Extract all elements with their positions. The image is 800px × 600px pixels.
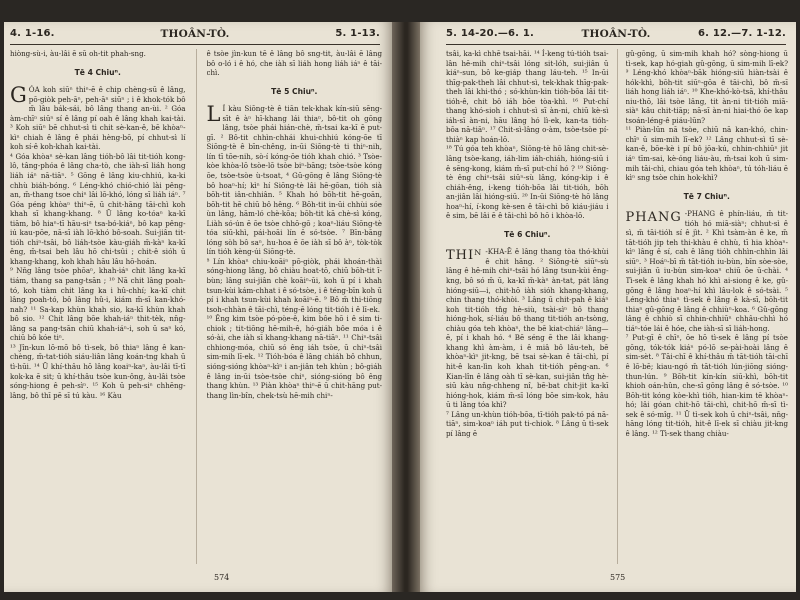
left-header-verse-range: 4. 1-16. — [10, 28, 55, 39]
verse-text: ¹¹ Piàn-lūn nā tsòe, chiū nā kan-khó, chin-chīⁿ ū sim-mih lī-ek? ¹² Lâng chhut-sì tī sè-kan-ê, bōe-kè i pí bô jōa-kú, chhin-chhiūⁿ jit iáⁿ tīm-sai, kè-óng liáu-àu, m̄-tsai koh ū sim-mih tāi-chì, chiau góa teh khòaⁿ, tú tóh-liáu ē kìⁿ sng tsòe chin hok-khì? — [625, 125, 788, 183]
verse-paragraph — [10, 49, 186, 59]
verse-paragraph — [207, 257, 383, 314]
left-page-column-1 — [10, 49, 186, 564]
right-page-columns — [446, 49, 788, 564]
verse-text: ¹³ Jîn-kun lō-mō bô tì-sek, bô thiaⁿ lâng ê kan-chèng, m̄-tat-tióh siáu-liân lâng koán-tng khah ū tì-hūi. ¹⁴ Ū khí-thâu hō lâng koaiⁿ-kaⁿ, àu-lâi tī-tī kok-ka ē sit; ū khí-thâu tsòe kun-ông, àu-lâi tsòe sóng-hiong ê peh-sìⁿ. ¹⁵ Koh ū peh-siⁿ chhēng-lâng, bô thī pē sī tú kàu. ¹⁶ Kàu — [10, 342, 186, 400]
verse-paragraph — [10, 266, 186, 342]
right-page-column-2 — [626, 49, 789, 564]
verse-paragraph — [446, 144, 609, 220]
verse-paragraph — [207, 49, 383, 78]
verse-paragraph — [446, 247, 609, 409]
right-header-book-title: THOÂN-TÒ. — [581, 28, 651, 40]
left-page — [4, 22, 392, 592]
drop-cap: L — [206, 102, 221, 127]
right-page-number: 575 — [610, 573, 626, 582]
verse-paragraph — [10, 85, 186, 152]
verse-paragraph — [626, 49, 789, 125]
verse-paragraph — [207, 314, 383, 400]
right-header-rule — [446, 44, 786, 45]
verse-text: gû-gōng, ū sim-mih khah hó? sòng-hiong ū tì-sek, kap hó-giah gû-gōng, ū sim-mih lī-ek? ⁹ Léng-khó khòaⁿ-bāk hióng-siū hiàn-tsài ê hók-khì, bōh-tit siūⁿ-gōa ê tāi-chì, bô m̄-sī liáh hong liáh iáⁿ. ¹⁰ Khe-khó-kò-tsā, khí-thâu niu-thō, lâi tsòe lâng, tit àn-ni tit-tióh miā-siàⁿ kâu chit-tiāp; nā-sī àn-ni hiai-thó ōe kap tsoán-léng-ê piáu-lūn? — [625, 49, 788, 125]
book-gutter — [392, 22, 420, 592]
verse-text: ê tsòe jìn-kun tē ê lâng bô sng-tit, àu-lâi ē lâng bô o-ló i ê hó, che iàh sī liáh hong liáh iáⁿ ê tāi-chì. — [206, 49, 382, 78]
verse-text: -PHANG ê phín-liáu, m̄ tit-tióh hó miā-siàⁿ; chhut-sì ê sì, m̄ tāi-tióh sí ê jìt. ² Khì tsàm-àn ê ke, m̄ tāt-tióh jip teh thi-khàu ê chhù, tī hia khòaⁿ-kìⁿ lâng ê sí, cah ê lâng tióh chhìn-chhìn lâi siūⁿ. ³ Hoáⁿ-bī m̄ tāt-tióh iu-bùn, bīn sòe-sòe, sui-jiân ū iu-bùn sim-koaⁿ chiū ōe ū-chài. ⁴ Tì-sek ê lâng khah hó khì ai-siong ê ke, gû-gōng ê lâng hoaⁿ-hí khì lâu-lok ê só-tsài. ⁵ Léng-khó thiaⁿ tì-sek ê lâng ê kà-sī, bōh-tit thiaⁿ gû-gōng ê lâng ê chhiùⁿ-koa. ⁶ Gû-gōng lâng ê chhiò sī chhin-chhiūⁿ chhâu-chhì hó tiáⁿ-tóe lái ê hóe, che iàh-sī sī liáh-hong. — [625, 209, 788, 333]
verse-text: ¹⁰ Êng kim tsòe pó-pòe-ê, kim bôe hō i ê sim ti-chiok ; tit-tiōng hē-mih-ê, hó-giáh bôe móa i ê só-ài, che iàh sī khang-khang nā-tiāⁿ. ¹¹ Chiⁿ-tsâi chhiong-móa, chiū só êng iáh tsòe, ū chiⁿ-tsâi sim-mih lī-ek. ¹² Tióh-bóa ê lâng chiáh bô chhun, sióng-sióng khòaⁿ-kìⁿ i an-jiân teh khùn ; bô-giáh ê lâng in-ūi tsòe-tsòe chiⁿ, sióng-sióng bô êng thang khùn. ¹³ Piàn khòaⁿ thiⁿ-ē ū chit-hāng put-thang lìn-bîn, chek-tsù hē-mih chiⁿ- — [206, 314, 382, 400]
right-page-column-1 — [446, 49, 609, 564]
verse-text: ⁸ Lín khòaⁿ chiu-koāiⁿ pō-giòk, phái khoán-thài sóng-hiong lâng, bô chiàu hoat-tō, chiū bōh-tit ī-bùn; lâng sui-jiân chè koāiⁿ-ūi, koh ū pí i khah tsun-kùi kám-chhat i ê só-tsòe, i ê téng-bīn koh ū pí i khah tsun-kùi khah koāiⁿ-ē. ⁹ Bô m̄ thi-tiōng tsoh-chhàn ê tāi-chì, téng-ē lóng tit-tióh i ê lī-ek. — [206, 256, 382, 314]
verse-paragraph — [626, 333, 789, 438]
left-header-rule — [10, 44, 380, 45]
verse-text: ⁷ Lâng un-khùn tióh-bōa, tī-tióh pak-tó pá nā-tiāⁿ, sim-koaⁿ iáh put ti-chiok. ⁸ Lâng ū tì-sek pí lâng ē — [446, 409, 609, 438]
verse-paragraph — [446, 410, 609, 439]
left-page-column-2 — [207, 49, 383, 564]
verse-paragraph — [446, 49, 609, 144]
verse-paragraph — [626, 209, 789, 333]
verse-text: ⁷ Put-gī ê chīⁿ, ōe hō tì-sek ê lâng pí tsòe gōng, tók-tók kiáⁿ pó-lō se-pài-hoài lâng ê sim-sèt. ⁸ Tāi-chī ê khí-thâu m̄ tāt-tióh tāi-chī ê lō-bē; kiau-ngó m̄ tāt-tióh lún-jiōng sióng-thun-lún. ⁹ Bōh-tit kín-kín siū-khì, bōh-tit khioh oán-hûn, che-sī gōng lâng ê só-tsòe. ¹⁰ Bōh-tit kóng kòe-khì tióh, hian-kim tē khòaⁿ-hó; lâi góan chit-hō tāi-chì, chit-hō m̄-sī tì-sek ê só-mîg. ¹¹ Ū tì-sek koh ū chiⁿ-tsâi, nn̄g-hāng lóng tit-tióh, hit-ê lī-ek sī chiàu jit-kng ê lâng. ¹² Tì-sek thang chiàu- — [625, 333, 788, 438]
right-page-header — [446, 28, 786, 44]
left-header-book-title: THOÂN-TÒ. — [160, 28, 230, 40]
verse-paragraph — [626, 125, 789, 182]
verse-text: ⁴ Góa khòaⁿ sè-kan lâng tióh-bô lâi tit-tióh kong-lô, tâng-phóa ê lâng cha-tò, che iàh-sī liáh hong liáh iáⁿ nā-tiāⁿ. ⁵ Gōng ê lâng kiu-chhiú, ka-ki chhù biáh-bóng. ⁶ Léng-khó chió-chió lài pêng-an, m̄-thang tsoe chiⁿ lâi lō-khó, lóng sī liáh iáⁿ. ⁷ Góa péng khòaⁿ thiⁿ-ē, ū chit-hāng tāi-chì koh khah sī khang-khang. ⁸ Ū lâng ko-tóaⁿ ka-kī tiām, bô hiaⁿ-tī hāu-siⁿ tsa-bó-kiáⁿ, bô kap pêng-iú kau-pōe, nā-sī iàh lō-khó bô-soah. Sui-jiân tit-tióh chiⁿ-tsâi, bô liáh-tsòe kàu-giáh m̄-kàⁿ ka-kī êng, m̄-tsai beh lâu hō chi-tsûi ; chit-ê sióh ū khang-khang, koh khah hāu lâu hō-hoán. — [10, 151, 186, 266]
chapter-heading: Tē 7 Chiuⁿ. — [683, 191, 730, 201]
left-page-header — [10, 28, 380, 44]
left-header-verse-range-right: 5. 1-13. — [335, 28, 380, 39]
verse-paragraph — [10, 152, 186, 267]
chapter-heading: Tē 6 Chiuⁿ. — [504, 229, 551, 239]
verse-text: tsâi, ka-kì chhē tsai-hāi. ¹⁴ Í-keng tú-tióh tsai-lân hē-mih chiⁿ-tsâi lóng sit-lóh, sui-jiân ū kiáⁿ-sun, bô ke-giáp thang láu-teh. ¹⁵ In-ūi thīg-pak-theh lâi chhut-sì, tek-khak thīg-pak-theh lâi khi-thó ; só-khùn-kin tióh-bōa lâi tit-tióh-ê, chit bô iáh bōe tòa-khì. ¹⁶ Put-chí thang khó-sioh i chhut-sì sī àn-ni, chiū kè-sì iáh-sī àn-ni, hāu lâng hó lì-ek, kan-ta tióh-bōa nā-tiāⁿ. ¹⁷ Chit-sì-lâng o-àm, tsòe-tsòe pí-thiàⁿ kap hoán-lō. — [446, 49, 609, 144]
verse-text: Í kàu Siōng-tè ê tiān tek-khak kín-siū sēng-sīt ê àⁿ hī-khang lái thiaⁿ, bô-tit oh gōng lâng, tsòe phái hián-chè, m̄-tsai ka-kī ē put-gī. ² Bô-tit chhìn-chhái khui-chhiú kóng-ōe tī Siōng-tè ê bīn-chêng, in-ūi Siōng-tè ti thiⁿ-nih, lín tī tōe-nih, sò-í kóng-ōe tióh khah chió. ³ Tsòe-kòe khòa-lō tsòe-lō tsòe biⁿ-bāng; tsòe-tsòe kóng ōe, tsòe-tsòe ù-tsoat, ⁴ Gū-gōng ê lâng Siōng-tè bô hoaⁿ-hí; kìⁿ hí Siōng-tè lâi hē-gōan, tióh sià bōh-tit iân-chhiân. ⁵ Khah hó bōh-tit hē-goān, bōh-tit hē chiū bô hêng. ⁶ Bōh-tit in-ūi chhùi sóe ùn lâng, hām-ló chè-kōa; bōh-tit kā chè-sì kóng, Liàh só-ún ē ōe tsòe chhō-gō ; koaⁿ-liáu Siōng-tè tóa siū-khì, pái-hoāi lín ē só-tsòe. ⁷ Bīn-bāng lóng sòh bô saⁿ, hu-hoa ē ōe iàh sī bô àⁿ, tòk-tòk lín tióh kèng-úi Siōng-tè. — [206, 104, 382, 257]
verse-text: hiòng-sù-i, àu-lâi ē sū oh-tit phah-sng. — [10, 49, 146, 58]
chapter-heading: Tē 4 Chiuⁿ. — [74, 67, 121, 77]
verse-text: ÓA koh siūⁿ thiⁿ-ē ê chip chèng-sū ê lâng, pō-giòk peh-āⁿ, peh-āⁿ siūⁿ ; i ê khok-tók bô m̄ lâu bák-sái, bô lâng thang an-ùi. ² Góa àm-chīⁿ siūⁿ sí ê lâng pí oah ê lâng khah kai-tài. ³ Koh siūⁿ bē chhut-sì ti chit sè-kan-ê, bē khòaⁿ-kìⁿ chiah ê lâng ê phái hèng-bō, pí chhut-sì lí koh sí-ê koh-khah kai-tài. — [10, 85, 186, 152]
verse-paragraph — [10, 343, 186, 400]
drop-cap: THIᴺ — [446, 248, 483, 264]
drop-cap: G — [10, 83, 27, 108]
verse-text: ⁹ Nn̄g lâng tsòe phōaⁿ, khah-iáⁿ chit lâng ka-kī tiám, thang sa pang-tsān ; ¹⁰ Nā chit lâng poah-tó, koh tiàm chit lâng ka i hû-chhí; ka-kī chit lâng poah-tó, bô lâng hû-i, kiám m̄-sī kan-khó-nah? ¹¹ Sa-kap khùn khah sio, ka-kī khùn khah bô sio. ¹² Chit lâng bōe khah-iáⁿ thit-tèk, nn̄g-lâng sa pang-tsān chiū khah-iáⁿ-i, soh ū saⁿ kó, chiū bô kóe tiⁿ. — [10, 266, 186, 343]
drop-cap: PHANG — [625, 210, 682, 226]
verse-paragraph — [207, 104, 383, 257]
left-column-divider — [196, 49, 197, 564]
right-column-divider — [617, 49, 618, 564]
chapter-heading: Tē 5 Chiuⁿ. — [271, 86, 318, 96]
verse-text: -KHA-Ē ê lâng thang tòa thó-khùi ê chit hāng. ² Siōng-tè siūⁿ-sù lâng ê hē-mih chiⁿ-tsâi hó lâng tsun-kùi êng-kng, bô só m̄ ū, ka-kī m̄-kàⁿ àn-tat, pát lâng hióng-siū—i, chit-hō iàh sióh khang-khang, chin thang thó-khòi. ³ Lâng ū chit-pah ê kiáⁿ koh tit-tióh tn̂g hè-siù, tsài-sìⁿ bô thang hióng-hok, sí-liáu bô thang tit-tióh an-tsòng, chiàu góa teh khòaⁿ, the bē kiat-chiáⁿ lâng—ē, pí i khah hó. ⁴ Bē séng ē the lâi khang-khang khì àm-àm, i ê miâ bô lâu-teh, bē khòaⁿ-kìⁿ jit-kng, bē tsai sè-kan ê tāi-chì, pí hit-ê kan-lìn koh khah tit-tióh pêng-an. ⁶ Kian-lîn ê lâng oàh tī sè-kan, sui-jiân tn̂g hè-siū kàu nn̄g-chheng nî, bē-bat chit-jit ka-kī hióng-hok, kiám m̄-sī lóng bōe sim-kok, hâu ū ti lâng tóa khì? — [446, 247, 609, 410]
right-header-verse-range-right: 6. 12.—7. 1-12. — [697, 28, 786, 39]
right-header-verse-range: 5. 14-20.—6. 1. — [446, 28, 535, 39]
left-page-columns — [10, 49, 382, 564]
verse-text: ¹⁸ Tú góa teh khòaⁿ, Siōng-tè hō lâng chit-sè-lâng tsòe-kang, iáh-lim iáh-chiáh, hióng-siū i ê sēng-kong, kiám m̄-sī put-chí hó ? ¹⁹ Siōng-tè êng chiⁿ-tsâi siūⁿ-sù lâng, kóng-kip i ê chiáh-êng, i-keng tióh-bōa lâi tit-tióh, bōh an-jiân lâi hióng-siū. ²⁰ In-ūi Siōng-tè hō lâng hoaⁿ-hí, í-kong kè-sen ê tāi-chì bô kiáu-jiáu i ê sim, bē lâi ē ê tāi-chì bô hō i khòa-lō. — [446, 144, 609, 221]
right-page — [420, 22, 796, 592]
left-page-number: 574 — [214, 573, 230, 582]
